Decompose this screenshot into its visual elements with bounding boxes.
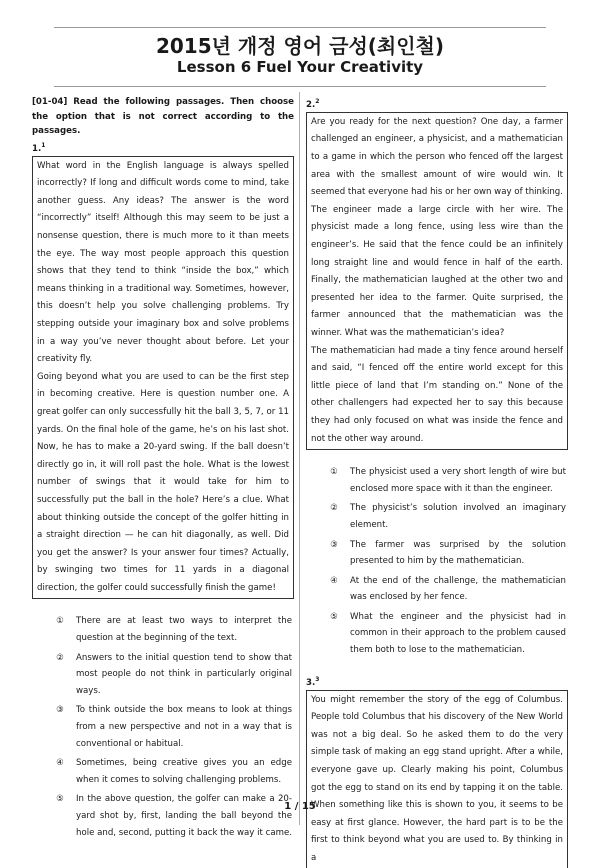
choice-item[interactable] (52, 702, 292, 752)
choice-text: At the end of the challenge, the mathematician was enclosed by her fence. (350, 575, 566, 603)
choice-number: ① (330, 467, 338, 478)
choice-number: ④ (56, 758, 64, 769)
lesson-subtitle: Lesson 6 Fuel Your Creativity (176, 58, 424, 76)
question-3-number: 3.$^3$ (306, 675, 320, 688)
question-2-choices (306, 464, 568, 659)
page-title: 2015년 개정 영어 금성(최인철) (155, 34, 445, 58)
choice-item[interactable] (326, 464, 566, 497)
choice-number: ⑤ (56, 794, 64, 805)
choice-number: ② (56, 652, 64, 663)
passage-paragraph: Are you ready for the next question? One day, a farmer challenged an engineer, a physicist, and a mathematician to a game in which the person who fenced off the largest area with the smallest amount of wire would win. It seemed that everyone had his or her own way of thinking. The engineer made a large circle with her wire. The physicist made a long fence, using less wire than the engineer’s. He said that the fence could be an infinitely long straight line and would fence in half of the earth. Finally, the mathematician laughed at the other two and presented her idea to the farmer. Quite surprised, the farmer announced that the mathematician was the winner. What was the mathematician’s idea? (311, 116, 563, 338)
choice-text: The physicist used a very short length of wire but enclosed more space with it than the engineer. (350, 467, 566, 494)
choice-item[interactable] (52, 613, 292, 646)
choice-item[interactable] (52, 755, 292, 788)
question-2-passage (306, 112, 568, 450)
instruction-text: [01-04] Read the following passages. Then choose the option that is not correct according to the passages. (32, 97, 294, 137)
passage-paragraph: What word in the English language is always spelled incorrectly? If long and difficult words come to mind, take another guess. Any ideas? The answer is the word “incorrectly” itself! Although this may seem to be just a nonsense question, there is much more to it than meets the eye. The way most people approach this question shows that they tend to think “inside the box,” which means thinking in a traditional way. Sometimes, however, this doesn’t help you solve challenging problems. Try stepping outside your imaginary box and solve problems in a way you’ve never thought about before. Let your creativity fly. (37, 160, 289, 365)
choice-item[interactable] (326, 609, 566, 659)
page-number: 1 / 15 (284, 801, 316, 812)
choice-item[interactable] (326, 500, 566, 533)
choice-item[interactable] (326, 573, 566, 606)
choice-text: There are at least two ways to interpret the question at the beginning of the text. (76, 616, 292, 644)
choice-item[interactable] (52, 650, 292, 700)
question-1-passage (32, 156, 294, 600)
right-column (306, 95, 568, 868)
choice-item[interactable] (326, 537, 566, 570)
question-1-number: 1.$^1$ (32, 141, 46, 154)
choice-number: ④ (330, 575, 338, 586)
choice-number: ① (56, 616, 64, 627)
header-bottom-rule (54, 86, 546, 87)
question-3-passage (306, 690, 568, 868)
header-top-rule (54, 27, 546, 28)
choice-number: ③ (330, 539, 338, 550)
column-divider (299, 92, 300, 825)
passage-paragraph: The mathematician had made a tiny fence around herself and said, “I fenced off the entire world except for this little piece of land that I’m standing on.” None of the other challengers had expected her to say this because they had only focused on what was inside the fence and not the other way around. (311, 345, 563, 444)
choice-number: ③ (56, 705, 64, 716)
question-2-number: 2.$^2$ (306, 98, 320, 110)
choice-text: To think outside the box means to look at things from a new perspective and not in a way that is conventional or habitual. (76, 705, 292, 749)
choice-text: The farmer was surprised by the solution presented to him by the mathematician. (350, 539, 566, 567)
choice-text: The physicist’s solution involved an imaginary element. (350, 503, 566, 530)
choice-text: Answers to the initial question tend to show that most people do not think in particularly original ways. (76, 652, 292, 696)
choice-text: Sometimes, being creative gives you an edge when it comes to solving challenging problems. (76, 758, 292, 785)
choice-text: In the above question, the golfer can make a 20-yard shot by, first, landing the ball beyond the hole and, second, putting it back the way it came. (76, 794, 292, 838)
choice-text: What the engineer and the physicist had in common in their approach to the problem caused them both to lose to the mathematician. (350, 611, 566, 656)
passage-paragraph: Going beyond what you are used to can be the first step in becoming creative. Here is question number one. A great golfer can only successfully hit the ball 3, 5, 7, or 11 yards. On the final hole of the game, he’s on his last shot. Now, he has to make a 20-yard swing. If the ball doesn’t directly go in, it will roll past the hole. What is the lowest number of swings that it would take for him to successfully put the ball in the hole? Here’s a clue. What about thinking outside the concept of the golfer hitting in a straight direction — he can hit diagonally, as well. Did you get the answer? Is your answer four times? Actually, by swinging two times for 11 yards in a diagonal direction, the golfer could successfully finish the game! (37, 371, 289, 593)
left-column (32, 95, 294, 844)
choice-item[interactable] (52, 791, 292, 841)
choice-number: ② (330, 503, 338, 514)
choice-number: ⑤ (330, 611, 338, 622)
passage-paragraph: You might remember the story of the egg of Columbus. People told Columbus that his discovery of the New World was not a big deal. So he asked them to do the very simple task of making an egg stand upright. After a while, everyone gave up. Clearly making his point, Columbus got the egg to stand on its end by tapping it on the table. When something like this is shown to you, it seems to be easy at first glance. However, the hard part is to be the first to think beyond what you are used to. By thinking in a (311, 694, 563, 863)
